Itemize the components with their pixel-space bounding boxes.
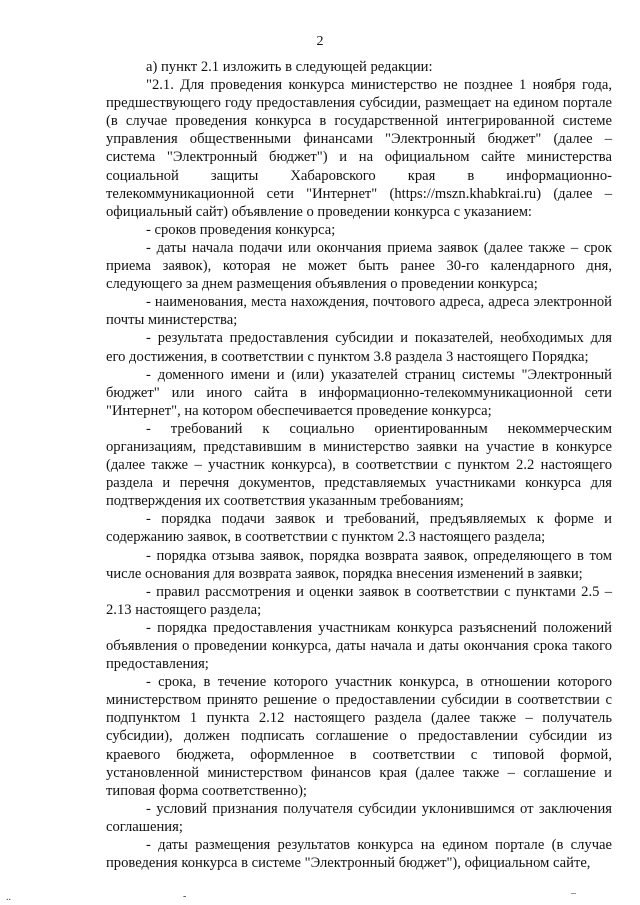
paragraph: "2.1. Для проведения конкурса министерство не позднее 1 ноября года, предшествующего году предоставления субсидии, размещает на едином портале (в случае проведения конкурса в государственной интегрированной системе управления общественными финансами "Электронный бюджет" (далее – система "Электронный бюджет") и на официальном сайте министерства социальной защиты Хабаровского края в информационно-телекоммуникационной сети "Интернет" (https://mszn.khabkrai.ru) (далее – официальный сайт) объявление о проведении конкурса с указанием: [106, 77, 612, 220]
paragraph: - сроков проведения конкурса; [146, 221, 336, 238]
paragraph: - порядка подачи заявок и требований, предъявляемых к форме и содержанию заявок, в соответствии с пунктом 2.3 настоящего раздела; [106, 511, 612, 546]
paragraph: - результата предоставления субсидии и показателей, необходимых для его достижения, в соответствии с пунктом 3.8 раздела 3 настоящего Порядка; [106, 330, 612, 365]
paragraph: - доменного имени и (или) указателей страниц системы "Электронный бюджет" или иного сайта в информационно-телекоммуникационной сети "Интернет", на котором обеспечивается проведение конкурса; [106, 366, 612, 419]
paragraph: - правил рассмотрения и оценки заявок в соответствии с пунктами 2.5 – 2.13 настоящего раздела; [106, 583, 612, 618]
scan-mark: .. [6, 892, 11, 903]
page-number: 2 [316, 34, 324, 49]
paragraph: - даты размещения результатов конкурса на едином портале (в случае проведения конкурса в системе "Электронный бюджет"), официальном сайте, [106, 837, 612, 872]
scan-mark: - [183, 891, 187, 902]
paragraph: - требований к социально ориентированным некоммерческим организациям, представившим в министерство заявки на участие в конкурсе (далее также – участник конкурса), в соответствии с пунктом 2.2 настоящего раздела и перечня документов, представляемых участниками конкурса для подтверждения их соответствия указанным требованиям; [106, 420, 612, 510]
paragraph: - срока, в течение которого участник конкурса, в отношении которого министерством принято решение о предоставлении субсидии в соответствии с подпунктом 1 пункта 2.12 настоящего раздела (далее также – получатель субсидии), должен подписать соглашение о предоставлении субсидии из краевого бюджета, оформленное в соответствии с типовой формой, установленной министерством финансов края (далее также – соглашение и типовая форма соответственно); [106, 674, 612, 799]
paragraph: - порядка предоставления участникам конкурса разъяснений положений объявления о проведении конкурса, даты начала и даты окончания срока такого предоставления; [106, 619, 612, 673]
document-body [106, 58, 612, 872]
scan-mark: – [571, 888, 576, 899]
paragraph: - порядка отзыва заявок, порядка возврата заявок, определяющего в том числе основания для возврата заявок, порядка внесения изменений в заявки; [106, 547, 612, 582]
paragraph: - даты начала подачи или окончания приема заявок (далее также – срок приема заявок), которая не может быть ранее 30-го календарного дня, следующего за днем размещения объявления о проведении конкурса; [106, 239, 612, 293]
paragraph: - условий признания получателя субсидии уклонившимся от заключения соглашения; [106, 800, 612, 835]
paragraph: - наименования, места нахождения, почтового адреса, адреса электронной почты министерства; [106, 294, 612, 329]
paragraph: а) пункт 2.1 изложить в следующей редакции: [146, 59, 433, 75]
